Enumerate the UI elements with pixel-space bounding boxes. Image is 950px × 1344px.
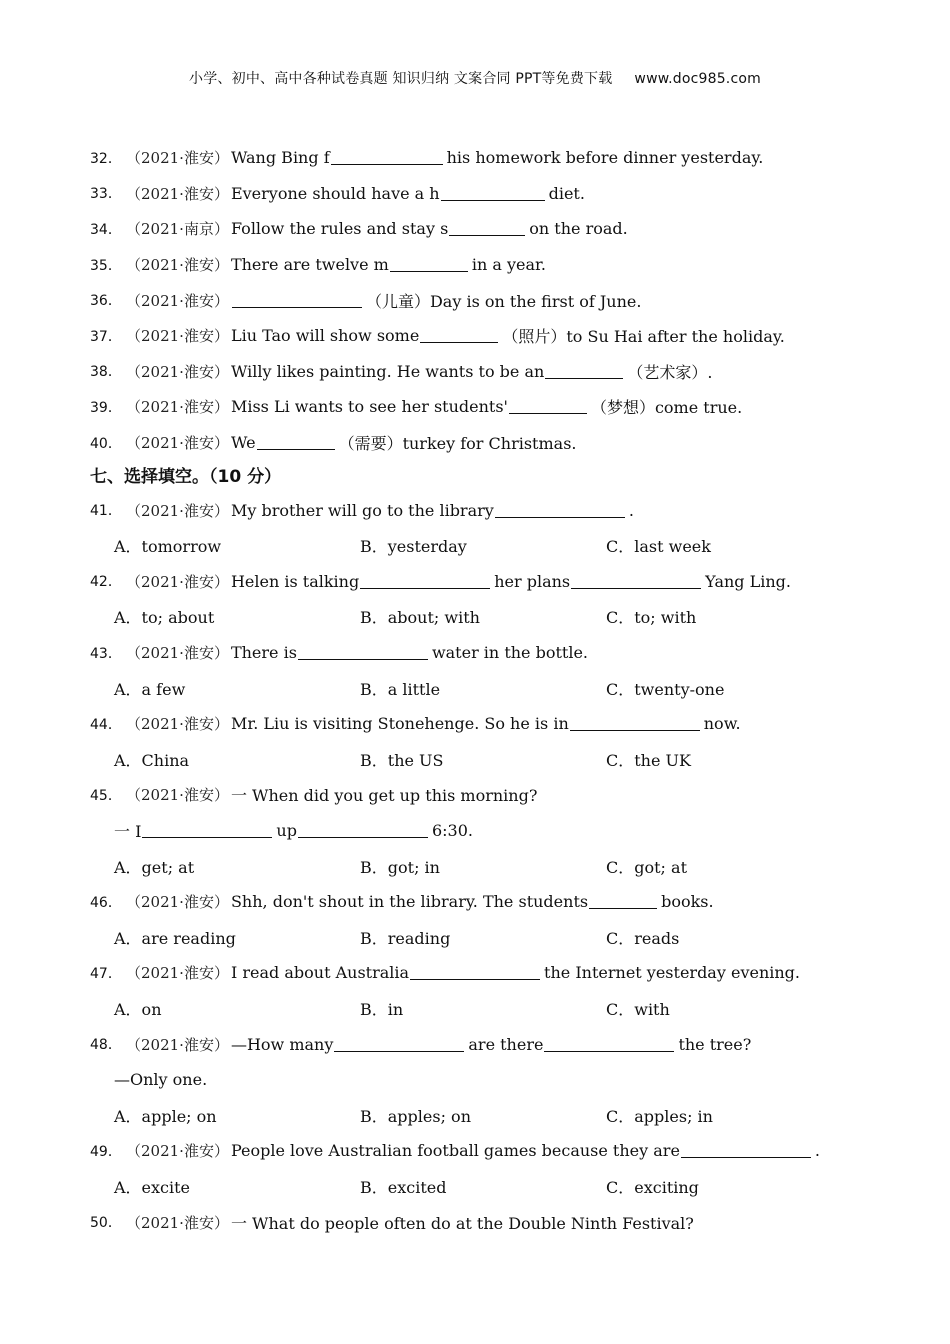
question-text: My brother will go to the library — [230, 500, 494, 520]
question-text: water in the bottle. — [431, 643, 589, 663]
question-text: Wang Bing f — [230, 148, 330, 168]
option-b: B．a little — [360, 679, 441, 699]
answer-blank — [589, 894, 657, 909]
question-text: books. — [661, 892, 714, 912]
header-text: 小学、初中、高中各种试卷真题 知识归纳 文案合同 PPT等免费下载 — [189, 71, 613, 87]
question-continuation — [90, 813, 870, 849]
option-b: B．reading — [360, 928, 451, 948]
question-text-after: （艺术家）. — [627, 362, 713, 382]
question-46 — [90, 884, 870, 920]
question-number: 40． — [90, 435, 122, 452]
question-number: 48． — [90, 1037, 122, 1054]
question-text-after: diet. — [548, 183, 585, 203]
answer-options — [90, 919, 870, 955]
option-c: C．exciting — [606, 1177, 699, 1197]
answer-blank — [449, 221, 525, 236]
question-38 — [90, 354, 870, 390]
option-c: C．reads — [606, 928, 680, 948]
question-text: . — [628, 500, 634, 520]
answer-options — [90, 528, 870, 564]
question-number: 46． — [90, 894, 122, 911]
question-45 — [90, 777, 870, 813]
answer-options — [90, 599, 870, 635]
option-a: A．excite — [114, 1177, 191, 1197]
question-source: （2021·淮安） — [126, 434, 229, 453]
question-47 — [90, 955, 870, 991]
question-text: up — [276, 820, 297, 840]
option-a: A．on — [114, 999, 162, 1019]
answer-blank — [570, 716, 700, 731]
question-text: I read about Australia — [230, 963, 410, 983]
answer-blank — [495, 503, 625, 518]
question-source: （2021·淮安） — [126, 572, 229, 591]
question-number: 42． — [90, 574, 122, 591]
answer-blank — [257, 435, 335, 450]
question-text: Mr. Liu is visiting Stonehenge. So he is in — [230, 714, 569, 734]
question-text: People love Australian football games because they are — [230, 1141, 680, 1161]
option-b: B．in — [360, 999, 404, 1019]
question-source: （2021·淮安） — [126, 398, 229, 417]
question-source: （2021·淮安） — [126, 1035, 229, 1054]
question-number: 32． — [90, 150, 122, 167]
question-40 — [90, 425, 870, 461]
question-text: her plans — [494, 571, 571, 591]
question-source: （2021·淮安） — [126, 149, 229, 168]
answer-blank — [298, 823, 428, 838]
question-text: . — [814, 1141, 821, 1161]
answer-blank — [571, 574, 701, 589]
question-44 — [90, 706, 870, 742]
header-url: www.doc985.com — [634, 71, 761, 87]
option-b: B．yesterday — [360, 537, 467, 557]
question-32 — [90, 140, 870, 176]
option-a: A．a few — [114, 679, 186, 699]
question-text-after: on the road. — [529, 219, 628, 239]
question-number: 44． — [90, 716, 122, 733]
section-title: 七、选择填空。（10 分） — [90, 466, 282, 487]
answer-options — [90, 742, 870, 778]
question-continuation — [90, 1062, 870, 1098]
question-text: Yang Ling. — [705, 571, 792, 591]
question-number: 36． — [90, 293, 122, 310]
question-number: 33． — [90, 186, 122, 203]
question-text: now. — [703, 714, 741, 734]
question-text: 一 What do people often do at the Double Ninth Festival? — [230, 1213, 694, 1233]
question-source: （2021·淮安） — [126, 964, 229, 983]
answer-blank — [331, 150, 443, 165]
question-34 — [90, 211, 870, 247]
answer-blank — [441, 186, 545, 201]
question-text: 6:30. — [431, 820, 473, 840]
question-number: 39． — [90, 399, 122, 416]
question-text: 一 When did you get up this morning? — [230, 786, 538, 806]
answer-options — [90, 991, 870, 1027]
option-a: A．to; about — [114, 608, 215, 628]
option-c: C．to; with — [606, 608, 697, 628]
answer-blank — [545, 364, 623, 379]
question-text: Everyone should have a h — [230, 183, 440, 203]
question-text: Shh, don't shout in the library. The students — [230, 892, 589, 912]
question-text-after: （需要）turkey for Christmas. — [338, 434, 577, 454]
answer-blank — [410, 965, 540, 980]
option-a: A．tomorrow — [114, 537, 222, 557]
question-text: the Internet yesterday evening. — [544, 963, 800, 983]
question-33 — [90, 176, 870, 212]
question-number: 34． — [90, 221, 122, 238]
question-number: 50． — [90, 1215, 122, 1232]
question-source: （2021·淮安） — [126, 184, 229, 203]
question-text: —How many — [230, 1034, 334, 1054]
answer-options — [90, 670, 870, 706]
question-text-after: （儿童）Day is on the first of June. — [365, 291, 642, 311]
question-text: Liu Tao will show some — [230, 326, 420, 346]
question-50 — [90, 1204, 870, 1240]
question-source: （2021·淮安） — [126, 1142, 229, 1161]
question-text: are there — [468, 1034, 544, 1054]
question-text: the tree? — [678, 1034, 752, 1054]
option-c: C．the UK — [606, 750, 691, 770]
question-42 — [90, 564, 870, 600]
question-source: （2021·淮安） — [126, 362, 229, 381]
question-text: We — [230, 433, 256, 453]
question-source: （2021·淮安） — [126, 256, 229, 275]
option-a: A．are reading — [114, 928, 236, 948]
question-37 — [90, 318, 870, 354]
question-text: Helen is talking — [230, 571, 360, 591]
page-header — [0, 68, 950, 88]
question-source: （2021·淮安） — [126, 327, 229, 346]
option-c: C．apples; in — [606, 1106, 713, 1126]
question-text: 一 I — [114, 821, 142, 841]
answer-blank — [232, 293, 362, 308]
option-c: C．with — [606, 999, 670, 1019]
question-source: （2021·淮安） — [126, 715, 229, 734]
answer-blank — [390, 257, 468, 272]
question-text: Follow the rules and stay s — [230, 219, 449, 239]
question-text-after: his homework before dinner yesterday. — [446, 148, 764, 168]
option-b: B．excited — [360, 1177, 447, 1197]
answer-options — [90, 1097, 870, 1133]
question-source: （2021·淮安） — [126, 1213, 229, 1232]
option-b: B．got; in — [360, 857, 440, 877]
question-source: （2021·淮安） — [126, 501, 229, 520]
option-b: B．the US — [360, 750, 444, 770]
question-number: 35． — [90, 257, 122, 274]
question-43 — [90, 635, 870, 671]
answer-blank — [142, 823, 272, 838]
question-source: （2021·南京） — [126, 220, 229, 239]
question-source: （2021·淮安） — [126, 786, 229, 805]
answer-options — [90, 848, 870, 884]
question-text: Willy likes painting. He wants to be an — [230, 361, 545, 381]
worksheet-content — [90, 140, 870, 1240]
option-a: A．apple; on — [114, 1106, 217, 1126]
question-number: 38． — [90, 364, 122, 381]
question-number: 41． — [90, 503, 122, 520]
question-text: Miss Li wants to see her students' — [230, 397, 508, 417]
question-text: —Only one. — [114, 1070, 208, 1090]
question-41 — [90, 492, 870, 528]
question-number: 37． — [90, 328, 122, 345]
option-b: B．about; with — [360, 608, 480, 628]
answer-options — [90, 1169, 870, 1205]
question-text: There are twelve m — [230, 255, 389, 275]
answer-blank — [420, 328, 498, 343]
option-c: C．got; at — [606, 857, 687, 877]
answer-blank — [360, 574, 490, 589]
question-source: （2021·淮安） — [126, 644, 229, 663]
question-number: 43． — [90, 645, 122, 662]
question-49 — [90, 1133, 870, 1169]
option-b: B．apples; on — [360, 1106, 471, 1126]
question-48 — [90, 1026, 870, 1062]
question-number: 49． — [90, 1143, 122, 1160]
option-c: C．twenty-one — [606, 679, 725, 699]
answer-blank — [334, 1037, 464, 1052]
question-text-after: （梦想）come true. — [590, 398, 743, 418]
option-a: A．get; at — [114, 857, 195, 877]
question-35 — [90, 247, 870, 283]
question-number: 47． — [90, 965, 122, 982]
question-text-after: in a year. — [471, 255, 546, 275]
question-39 — [90, 389, 870, 425]
question-source: （2021·淮安） — [126, 893, 229, 912]
question-text-after: （照片）to Su Hai after the holiday. — [502, 327, 785, 347]
option-a: A．China — [114, 750, 190, 770]
answer-blank — [681, 1143, 811, 1158]
question-number: 45． — [90, 787, 122, 804]
option-c: C．last week — [606, 537, 711, 557]
question-36 — [90, 282, 870, 318]
answer-blank — [544, 1037, 674, 1052]
question-text: There is — [230, 643, 297, 663]
answer-blank — [509, 399, 587, 414]
answer-blank — [298, 645, 428, 660]
question-source: （2021·淮安） — [126, 291, 229, 310]
